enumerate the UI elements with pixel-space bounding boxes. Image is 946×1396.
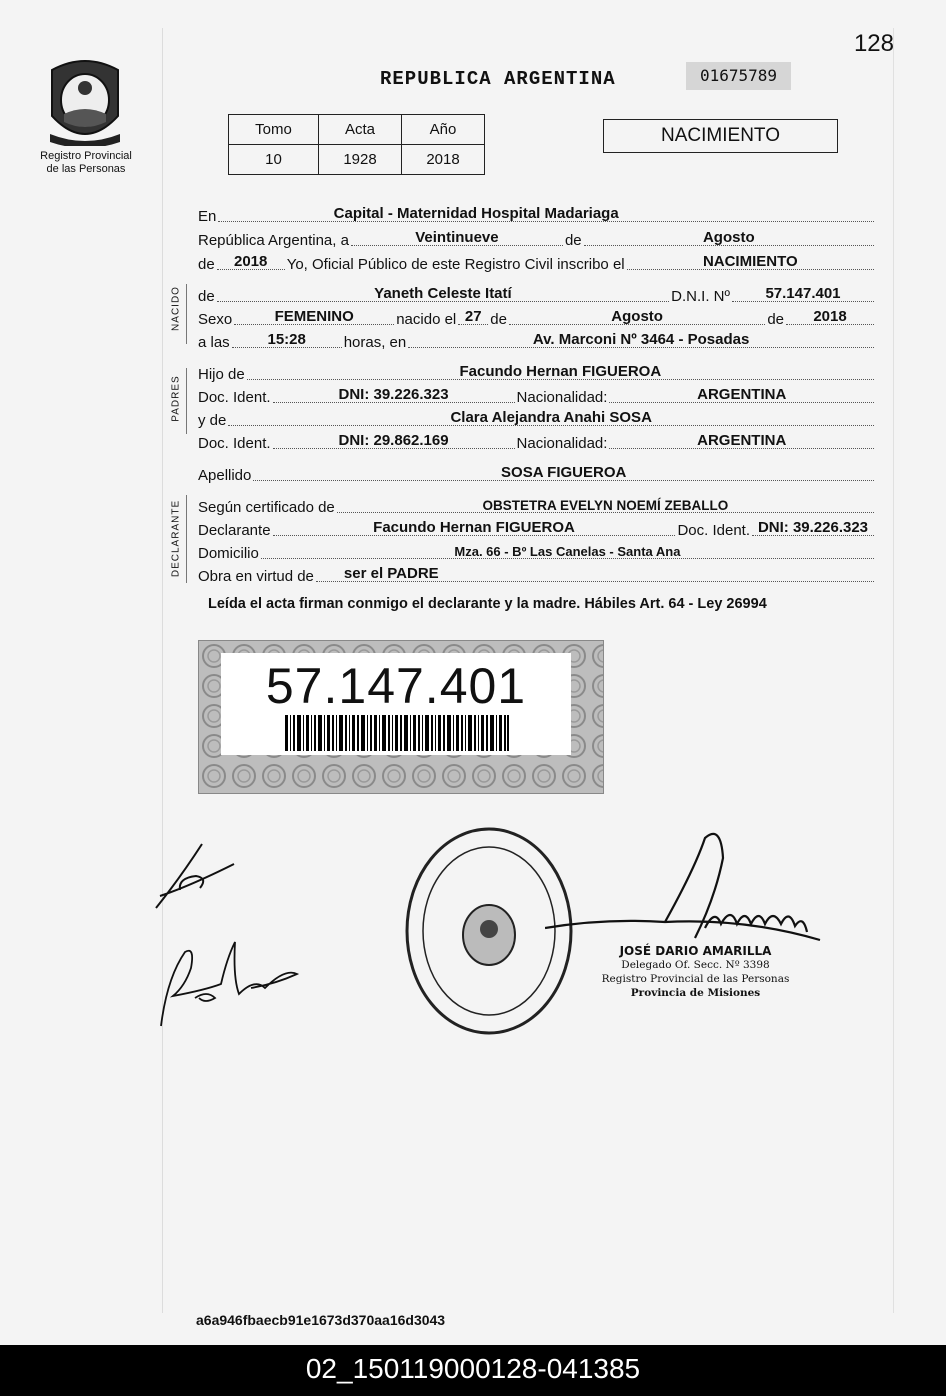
section-divider-declarante xyxy=(186,495,187,583)
birth-day-value: 27 xyxy=(464,308,482,325)
page-number: 128 xyxy=(853,30,894,57)
signature-official-icon xyxy=(545,828,825,948)
birth-time-value: 15:28 xyxy=(267,331,306,348)
line-mother-doc xyxy=(198,431,876,453)
line-year xyxy=(198,252,876,274)
logo-caption xyxy=(22,150,150,176)
value-tomo: 10 xyxy=(229,145,319,175)
header-ano: Año xyxy=(402,115,485,145)
official-role: Delegado Of. Secc. Nº 3398 xyxy=(621,959,770,971)
label-de-month: de xyxy=(564,232,582,249)
name-value: Yaneth Celeste Itatí xyxy=(374,285,512,302)
signature-declarant-icon xyxy=(150,838,240,914)
address-value: Mza. 66 - Bº Las Canelas - Santa Ana xyxy=(454,544,681,559)
official-block xyxy=(588,944,803,1000)
section-label-nacido: NACIDO xyxy=(170,286,182,331)
label-segun-cert: Según certificado de xyxy=(198,499,335,516)
father-nat-value: ARGENTINA xyxy=(697,386,787,403)
line-address xyxy=(198,541,876,563)
header-acta: Acta xyxy=(319,115,402,145)
label-doc-ident-mother: Doc. Ident. xyxy=(198,435,271,452)
line-declarant xyxy=(198,518,876,540)
official-name: JOSÉ DARIO AMARILLA xyxy=(619,944,772,958)
closing-note: Leída el acta firman conmigo el declarante y la madre. Hábiles Art. 64 - Ley 26994 xyxy=(208,596,767,612)
label-de-year: de xyxy=(198,256,215,273)
line-time xyxy=(198,330,876,352)
section-label-declarante: DECLARANTE xyxy=(170,499,182,578)
surname-value: SOSA FIGUEROA xyxy=(501,464,627,481)
line-in-virtue xyxy=(198,564,876,586)
mother-doc-value: DNI: 29.862.169 xyxy=(338,432,449,449)
value-ano: 2018 xyxy=(402,145,485,175)
label-de-birth-month: de xyxy=(490,311,507,328)
father-doc-value: DNI: 39.226.323 xyxy=(338,386,449,403)
sex-value: FEMENINO xyxy=(274,308,354,325)
signature-mother-icon xyxy=(155,938,305,1030)
label-nacionalidad-mother: Nacionalidad: xyxy=(516,435,608,452)
label-horas-en: horas, en xyxy=(343,334,407,351)
label-hijo-de: Hijo de xyxy=(198,366,245,383)
logo-caption-line-2: de las Personas xyxy=(46,163,126,175)
label-nacionalidad-father: Nacionalidad: xyxy=(516,389,608,406)
label-nacido-el: nacido el xyxy=(396,311,457,328)
logo-caption-line-1: Registro Provincial xyxy=(40,150,132,162)
document-hash: a6a946fbaecb91e1673d370aa16d3043 xyxy=(196,1312,446,1328)
official-org: Registro Provincial de las Personas xyxy=(601,973,790,985)
official-province: Provincia de Misiones xyxy=(630,987,761,999)
day-words-value: Veintinueve xyxy=(415,229,499,246)
page-fold-right xyxy=(893,28,894,1313)
mother-nat-value: ARGENTINA xyxy=(697,432,787,449)
label-doc-ident-declarant: Doc. Ident. xyxy=(677,522,750,539)
label-apellido: Apellido xyxy=(198,467,252,484)
in-virtue-value: ser el PADRE xyxy=(343,565,439,582)
father-value: Facundo Hernan FIGUEROA xyxy=(459,363,662,380)
label-doc-ident-father: Doc. Ident. xyxy=(198,389,271,406)
provincia-misiones-seal-icon xyxy=(44,56,126,146)
label-declarante: Declarante xyxy=(198,522,271,539)
label-a-las: a las xyxy=(198,334,230,351)
page-fold-left xyxy=(162,28,163,1313)
line-surname xyxy=(198,463,876,485)
label-y-de: y de xyxy=(198,412,227,429)
line-mother xyxy=(198,408,876,430)
birth-place-value: Av. Marconi Nº 3464 - Posadas xyxy=(532,331,750,348)
line-certificate xyxy=(198,495,876,517)
month-value: Agosto xyxy=(702,229,755,246)
header-tomo: Tomo xyxy=(229,115,319,145)
label-en: En xyxy=(198,208,217,225)
register-table xyxy=(228,114,485,175)
section-label-padres: PADRES xyxy=(170,375,182,422)
line-date xyxy=(198,228,876,250)
declarant-value: Facundo Hernan FIGUEROA xyxy=(373,519,575,536)
record-type-box: NACIMIENTO xyxy=(603,119,838,153)
year-value: 2018 xyxy=(234,253,268,270)
serial-number: 01675789 xyxy=(686,62,791,90)
line-name xyxy=(198,284,876,306)
label-dni: D.N.I. Nº xyxy=(671,288,730,305)
certificate-value: OBSTETRA EVELYN NOEMÍ ZEBALLO xyxy=(482,498,729,513)
act-value: NACIMIENTO xyxy=(702,253,798,270)
label-de-person: de xyxy=(198,288,215,305)
line-place xyxy=(198,204,876,226)
line-sex xyxy=(198,307,876,329)
dni-value: 57.147.401 xyxy=(765,285,841,302)
birth-month-value: Agosto xyxy=(611,308,663,325)
label-yo-oficial: Yo, Oficial Público de este Registro Civil inscribo el xyxy=(286,256,625,273)
label-sexo: Sexo xyxy=(198,311,233,328)
label-domicilio: Domicilio xyxy=(198,545,259,562)
dni-sticker xyxy=(198,640,604,794)
label-republica: República Argentina, a xyxy=(198,232,349,249)
footer-file-id: 02_15011900012​8-041385 xyxy=(0,1345,946,1396)
place-value: Capital - Maternidad Hospital Madariaga xyxy=(333,205,619,222)
line-father xyxy=(198,362,876,384)
value-acta: 1928 xyxy=(319,145,402,175)
label-obra: Obra en virtud de xyxy=(198,568,314,585)
section-divider-padres xyxy=(186,368,187,434)
line-father-doc xyxy=(198,385,876,407)
birth-year-value: 2018 xyxy=(813,308,847,325)
country-title: REPUBLICA ARGENTINA xyxy=(380,68,616,90)
sticker-dni-number: 57.147.401 xyxy=(265,658,527,714)
sticker-white-area xyxy=(221,653,571,755)
declarant-doc-value: DNI: 39.226.323 xyxy=(757,519,869,536)
label-de-birth-year: de xyxy=(767,311,784,328)
mother-value: Clara Alejandra Anahi SOSA xyxy=(450,409,652,426)
section-divider-nacido xyxy=(186,284,187,344)
barcode-icon xyxy=(285,715,509,751)
